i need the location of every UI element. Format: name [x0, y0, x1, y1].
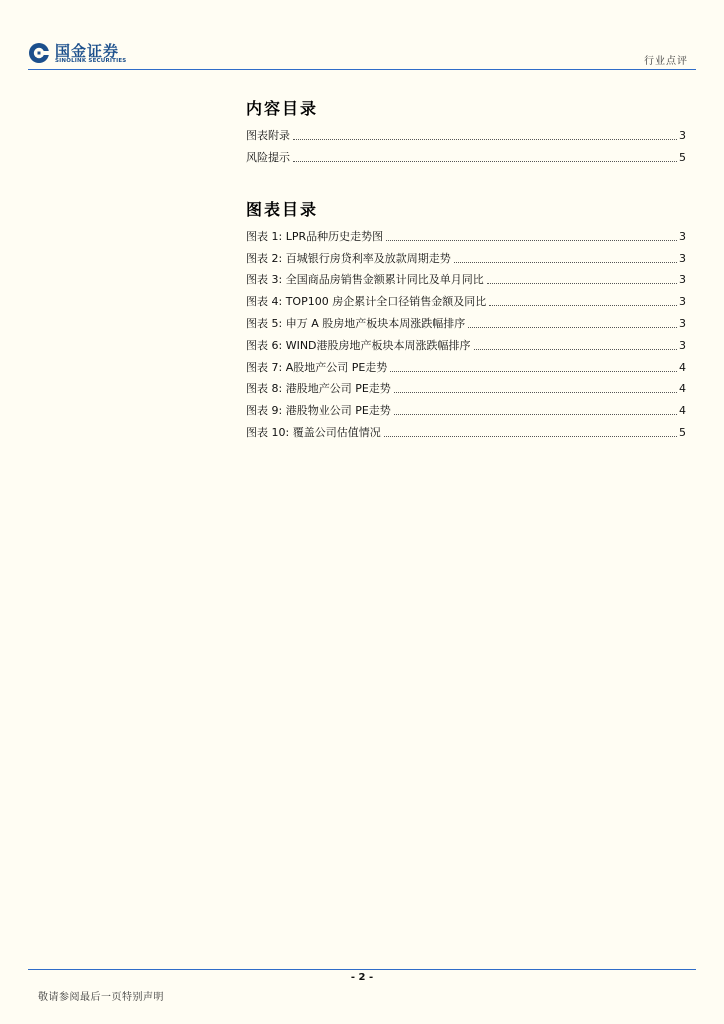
toc-entry[interactable]: [246, 418, 686, 440]
toc-leader-dots: [293, 139, 677, 140]
toc-entry[interactable]: [246, 266, 686, 288]
logo-english-name: SINOLINK SECURITIES: [55, 58, 127, 64]
toc-entry-page: 5: [679, 150, 686, 164]
toc-entry-page: 3: [679, 295, 686, 309]
toc-entry[interactable]: [246, 353, 686, 375]
toc-entry[interactable]: [246, 222, 686, 244]
toc-entry-page: 4: [679, 360, 686, 374]
toc-leader-dots: [390, 371, 677, 372]
logo-mark-icon: [28, 42, 50, 64]
toc-entry[interactable]: [246, 396, 686, 418]
toc-leader-dots: [487, 283, 677, 284]
header-divider: [28, 69, 696, 70]
contents-list: [246, 121, 686, 165]
toc-entry-label: 风险提示: [246, 150, 290, 164]
toc-leader-dots: [384, 436, 677, 437]
toc-entry-page: 3: [679, 273, 686, 287]
toc-leader-dots: [394, 414, 677, 415]
page-header: [0, 0, 724, 72]
toc-leader-dots: [489, 305, 677, 306]
toc-leader-dots: [474, 349, 677, 350]
company-logo: [28, 40, 148, 70]
disclaimer-note: 敬请参阅最后一页特别声明: [38, 992, 164, 1003]
toc-entry-page: 4: [679, 404, 686, 418]
toc-entry-label: 图表 8: 港股地产公司 PE走势: [246, 382, 391, 396]
toc-entry-page: 3: [679, 316, 686, 330]
toc-entry[interactable]: [246, 143, 686, 165]
figures-title: 图表目录: [246, 200, 319, 219]
contents-title: 内容目录: [246, 99, 319, 118]
toc-leader-dots: [468, 327, 677, 328]
toc-entry[interactable]: [246, 287, 686, 309]
toc-entry-label: 图表 4: TOP100 房企累计全口径销售金额及同比: [246, 295, 487, 309]
toc-entry-label: 图表附录: [246, 128, 290, 142]
toc-entry-label: 图表 7: A股地产公司 PE走势: [246, 360, 388, 374]
toc-entry-label: 图表 10: 覆盖公司估值情况: [246, 425, 381, 439]
toc-entry-page: 3: [679, 338, 686, 352]
toc-entry[interactable]: [246, 244, 686, 266]
toc-entry[interactable]: [246, 331, 686, 353]
toc-entry-label: 图表 3: 全国商品房销售金额累计同比及单月同比: [246, 273, 484, 287]
toc-entry-label: 图表 6: WIND港股房地产板块本周涨跌幅排序: [246, 338, 471, 352]
document-type-label: 行业点评: [644, 56, 688, 67]
figures-list: [246, 222, 686, 440]
toc-leader-dots: [386, 240, 677, 241]
toc-entry-page: 3: [679, 229, 686, 243]
toc-entry[interactable]: [246, 375, 686, 397]
toc-entry[interactable]: [246, 121, 686, 143]
toc-leader-dots: [454, 262, 677, 263]
toc-entry-label: 图表 2: 百城银行房贷利率及放款周期走势: [246, 251, 451, 265]
toc-entry-page: 3: [679, 251, 686, 265]
toc-entry[interactable]: [246, 309, 686, 331]
toc-entry-page: 5: [679, 425, 686, 439]
logo-chinese-name: 国金证券: [55, 42, 120, 60]
footer-divider: [28, 969, 696, 970]
toc-entry-label: 图表 1: LPR品种历史走势图: [246, 229, 384, 243]
toc-entry-label: 图表 9: 港股物业公司 PE走势: [246, 404, 391, 418]
toc-entry-page: 3: [679, 128, 686, 142]
toc-entry-page: 4: [679, 382, 686, 396]
page-number: - 2 -: [350, 972, 374, 983]
toc-leader-dots: [394, 392, 677, 393]
toc-entry-label: 图表 5: 申万 A 股房地产板块本周涨跌幅排序: [246, 316, 466, 330]
toc-leader-dots: [293, 161, 677, 162]
